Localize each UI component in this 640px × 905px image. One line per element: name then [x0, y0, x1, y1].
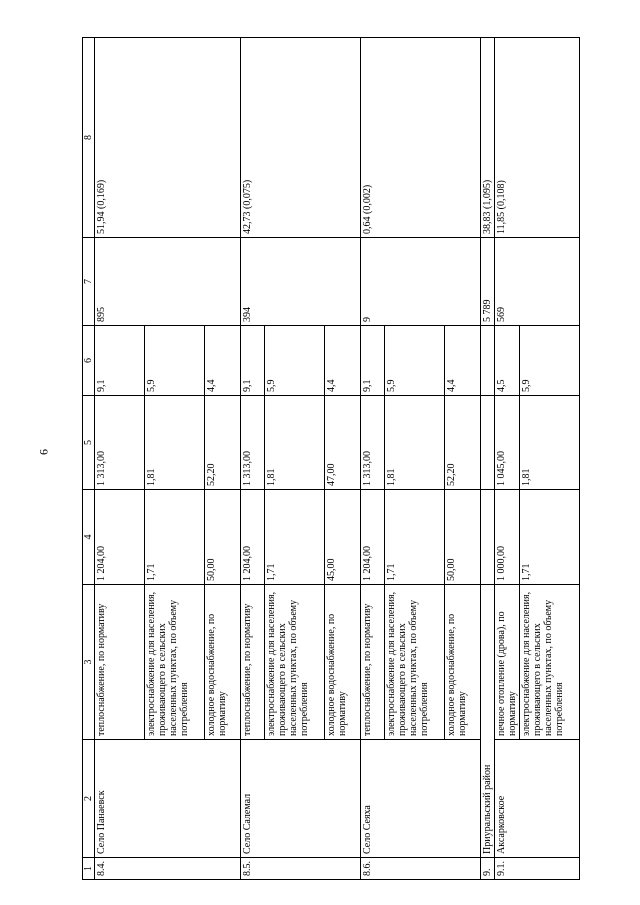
service-text: холодное водоснабжение, по нормативу — [205, 585, 241, 740]
value-col5: 1 313,00 — [241, 396, 265, 490]
value-col5: 1 313,00 — [361, 396, 385, 490]
value-col6: 5,9 — [385, 326, 445, 396]
table-row — [241, 38, 265, 880]
value-col6: 5,9 — [145, 326, 205, 396]
service-text: печное отопление (дрова), по нормативу — [495, 585, 520, 740]
value-col4: 1 204,00 — [241, 490, 265, 585]
population: 9 — [361, 238, 481, 326]
population: 5 789 — [481, 238, 495, 326]
region-row — [481, 38, 495, 880]
value-col6: 9,1 — [241, 326, 265, 396]
service-text: электроснабжение для населения, проживающего в сельских населенных пунктах, по объему потребления — [145, 585, 205, 740]
col-header-5: 5 — [83, 396, 95, 490]
value-col4: 1,71 — [385, 490, 445, 585]
value-col4: 1,71 — [520, 490, 580, 585]
col-header-4: 4 — [83, 490, 95, 585]
row-id: 8.4. — [95, 858, 241, 880]
page-number: 6 — [36, 449, 51, 455]
service-text: холодное водоснабжение, по нормативу — [445, 585, 481, 740]
value-col6: 4,5 — [495, 326, 520, 396]
value-col5: 1 045,00 — [495, 396, 520, 490]
settlement-name: Село Панаевск — [95, 740, 241, 858]
value-col5: 47,00 — [325, 396, 361, 490]
tariff-table — [82, 37, 580, 880]
population: 895 — [95, 238, 241, 326]
value-col6: 9,1 — [361, 326, 385, 396]
value-col5: 1,81 — [385, 396, 445, 490]
col-header-7: 7 — [83, 238, 95, 326]
row-id: 8.6. — [361, 858, 481, 880]
col-header-3: 3 — [83, 585, 95, 740]
value-col4: 50,00 — [445, 490, 481, 585]
col-header-8: 8 — [83, 38, 95, 238]
value-col4: 45,00 — [325, 490, 361, 585]
col-header-6: 6 — [83, 326, 95, 396]
header-row — [83, 38, 95, 880]
value-col6: 4,4 — [325, 326, 361, 396]
value-col6: 5,9 — [520, 326, 580, 396]
volume: 38,83 (1,095) — [481, 38, 495, 238]
volume: 42,73 (0,075) — [241, 38, 361, 238]
settlement-name: Село Салемал — [241, 740, 361, 858]
value-col4: 1 204,00 — [95, 490, 145, 585]
value-col4: 1,71 — [145, 490, 205, 585]
population: 394 — [241, 238, 361, 326]
value-col5: 1,81 — [265, 396, 325, 490]
row-id: 9. — [481, 858, 495, 880]
col-header-2: 2 — [83, 740, 95, 858]
value-col4: 1,71 — [265, 490, 325, 585]
row-id: 9.1. — [495, 858, 580, 880]
value-col5: 1,81 — [145, 396, 205, 490]
table-row — [495, 38, 520, 880]
rotated-table-container — [82, 38, 565, 880]
settlement-name: Аксарковское — [495, 740, 580, 858]
value-col5: 1,81 — [520, 396, 580, 490]
population: 569 — [495, 238, 580, 326]
value-col4: 50,00 — [205, 490, 241, 585]
service-text: холодное водоснабжение, по нормативу — [325, 585, 361, 740]
service-text: теплоснабжение, по нормативу — [241, 585, 265, 740]
service-text: электроснабжение для населения, проживающего в сельских населенных пунктах, по объему потребления — [265, 585, 325, 740]
value-col5: 52,20 — [205, 396, 241, 490]
service-text: электроснабжение для населения, проживающего в сельских населенных пунктах, по объему потребления — [385, 585, 445, 740]
table-row — [95, 38, 145, 880]
value-col6: 9,1 — [95, 326, 145, 396]
value-col4: 1 000,00 — [495, 490, 520, 585]
row-id: 8.5. — [241, 858, 361, 880]
service-text: теплоснабжение, по нормативу — [95, 585, 145, 740]
value-col6: 5,9 — [265, 326, 325, 396]
value-col5: 1 313,00 — [95, 396, 145, 490]
value-col6: 4,4 — [205, 326, 241, 396]
volume: 51,94 (0,169) — [95, 38, 241, 238]
service-text: электроснабжение для населения, проживающего в сельских населенных пунктах, по объему потребления — [520, 585, 580, 740]
volume: 0,64 (0,002) — [361, 38, 481, 238]
value-col4: 1 204,00 — [361, 490, 385, 585]
value-col5: 52,20 — [445, 396, 481, 490]
table-row — [361, 38, 385, 880]
settlement-name: Село Сеяха — [361, 740, 481, 858]
volume: 11,85 (0,108) — [495, 38, 580, 238]
col-header-1: 1 — [83, 858, 95, 880]
service-text: теплоснабжение, по нормативу — [361, 585, 385, 740]
region-name: Приуральский район — [481, 585, 495, 858]
value-col6: 4,4 — [445, 326, 481, 396]
